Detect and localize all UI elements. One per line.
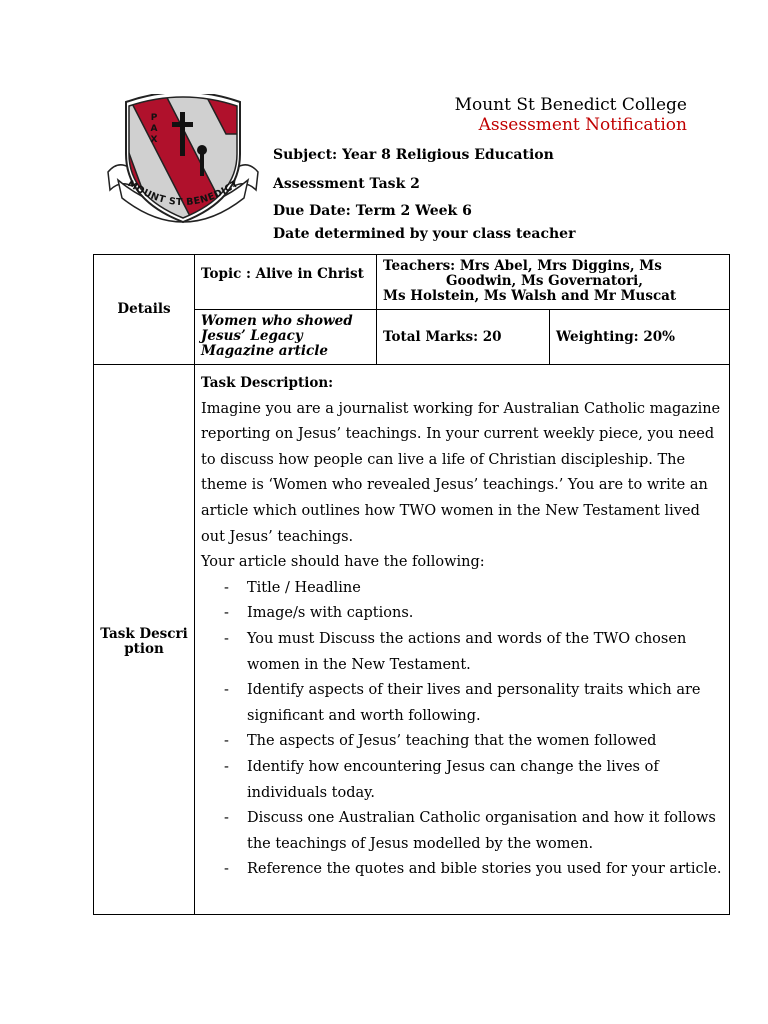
list-item: - Identify how encountering Jesus can change the lives of individuals today. — [224, 758, 659, 801]
task-title-cell: Women who showed Jesus’ Legacy Magazine article — [195, 310, 377, 365]
list-item: - Title / Headline — [224, 579, 361, 596]
task-description-intro: Imagine you are a journalist working for Australian Catholic magazine reporting on Jesus’ teachings. In your current weekly piece, you need to discuss how people can live a life of Christian discipleship. The theme is ‘Women who revealed Jesus’ teachings.’ You are to write an article which outlines how TWO women in the New Testament lived out Jesus’ teachings. — [201, 400, 721, 545]
details-label: Details — [94, 255, 195, 365]
teachers-cell — [377, 255, 730, 310]
list-item: - Identify aspects of their lives and personality traits which are significant and worth following. — [224, 682, 701, 724]
list-item: - Image/s with captions. — [224, 605, 414, 622]
college-name: Mount St Benedict College — [454, 95, 687, 115]
svg-text:P: P — [150, 113, 158, 123]
subject-line: Subject: Year 8 Religious Education — [273, 147, 554, 163]
list-item: - Reference the quotes and bible stories you used for your article. — [224, 861, 722, 878]
list-item: - You must Discuss the actions and words of the TWO chosen women in the New Testament. — [224, 630, 687, 673]
assessment-task-line: Assessment Task 2 — [273, 176, 420, 192]
task-description-heading: Task Description: — [201, 375, 334, 391]
task-description-label: Task Description — [94, 365, 195, 915]
svg-text:MOUNT ST BENEDICT: MOUNT ST BENEDICT — [125, 178, 241, 209]
date-note-line: Date determined by your class teacher — [273, 226, 576, 242]
school-crest-logo — [104, 94, 262, 226]
svg-text:X: X — [150, 135, 158, 145]
weighting-cell: Weighting: 20% — [550, 310, 730, 365]
assessment-notification-title: Assessment Notification — [478, 115, 687, 135]
topic-cell: Topic : Alive in Christ — [195, 255, 377, 310]
due-date-line: Due Date: Term 2 Week 6 — [273, 203, 472, 219]
task-requirements-list — [201, 576, 723, 883]
task-description-table — [93, 364, 730, 915]
list-item: - The aspects of Jesus’ teaching that the women followed — [224, 733, 657, 750]
details-table — [93, 254, 730, 365]
teachers-line-3: Ms Holstein, Ms Walsh and Mr Muscat — [383, 288, 677, 304]
teachers-line-2: Goodwin, Ms Governatori, — [446, 273, 644, 289]
task-list-intro: Your article should have the following: — [201, 554, 485, 571]
svg-text:A: A — [150, 124, 158, 134]
teachers-line-1: Teachers: Mrs Abel, Mrs Diggins, Ms — [383, 258, 662, 274]
task-description-cell — [195, 365, 730, 915]
list-item: - Discuss one Australian Catholic organisation and how it follows the teachings of Jesus modelled by the women. — [224, 810, 716, 852]
total-marks-cell: Total Marks: 20 — [377, 310, 550, 365]
